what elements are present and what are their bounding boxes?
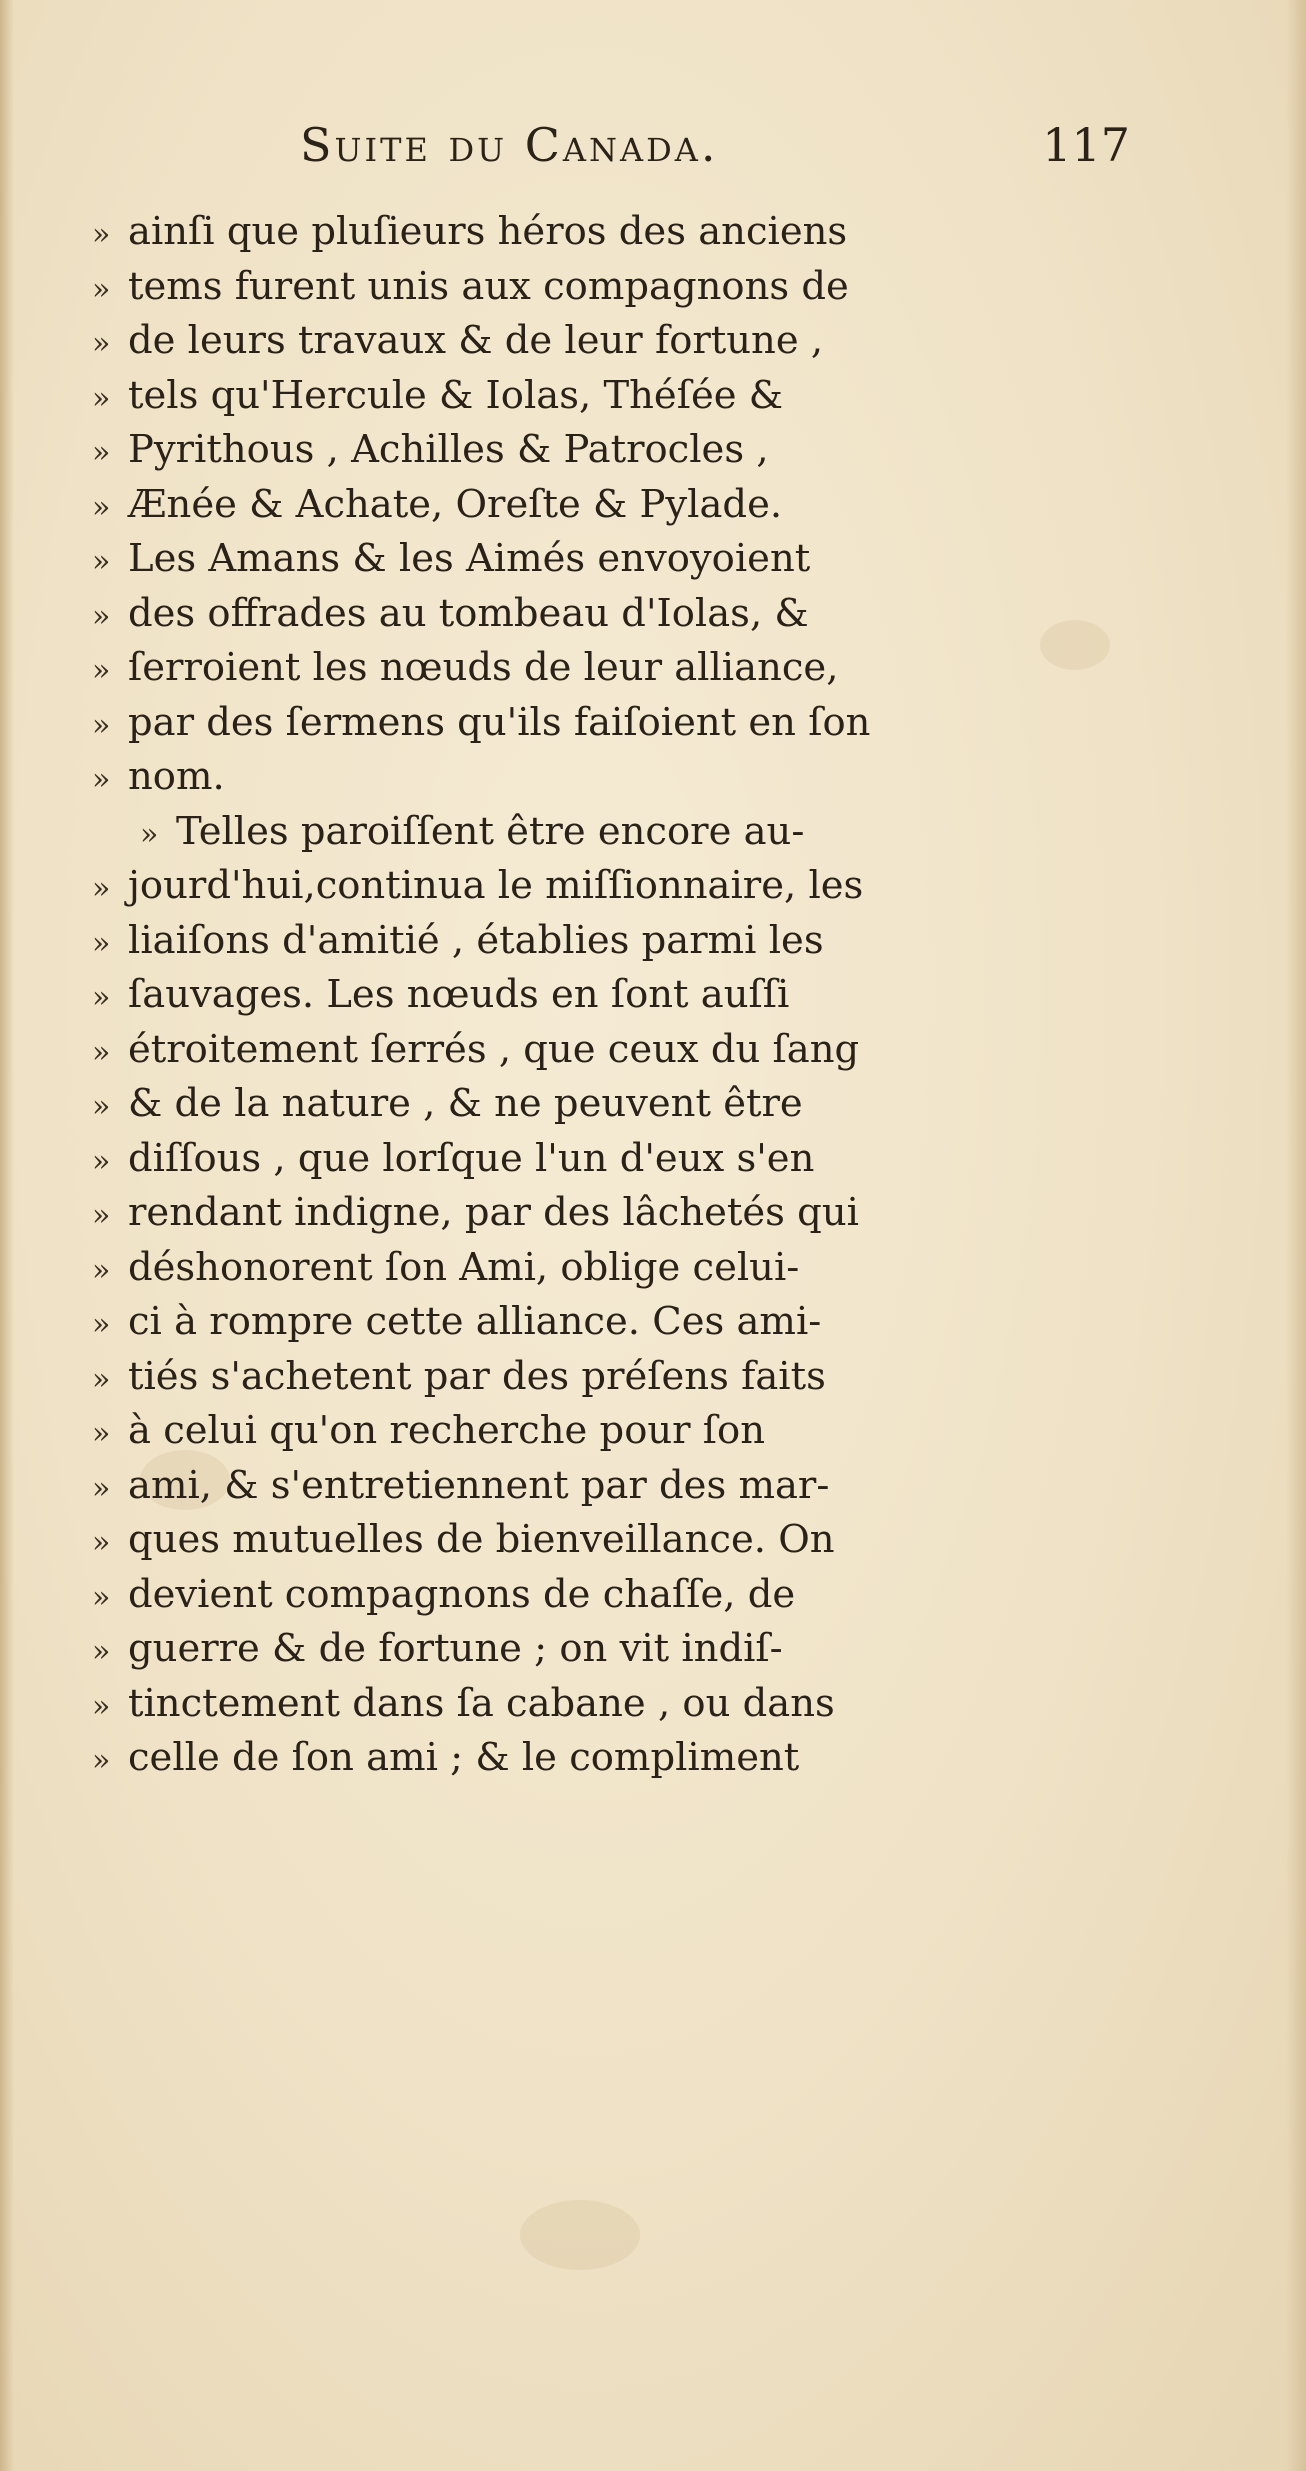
quotation-mark: » <box>92 980 111 1015</box>
text-line <box>92 914 1092 969</box>
line-text: liaiſons d'amitié , établies parmi les <box>128 917 824 963</box>
text-line <box>92 1622 1092 1677</box>
quotation-mark: » <box>92 1688 111 1724</box>
text-line <box>92 1077 1092 1132</box>
body-text <box>92 205 1092 1786</box>
line-text: rendant indigne, par des lâchetés qui <box>128 1190 859 1235</box>
line-text: Pyrithous , Achilles & Patrocles , <box>128 427 769 472</box>
quotation-mark: » <box>92 1307 111 1342</box>
quotation-mark: » <box>92 1361 111 1397</box>
quotation-mark: » <box>92 271 111 307</box>
quotation-mark: » <box>92 653 111 688</box>
text-line <box>92 1677 1092 1732</box>
text-line <box>92 1350 1092 1405</box>
quotation-mark: » <box>92 489 111 525</box>
text-line <box>92 968 1092 1023</box>
line-text: diſſous , que lorſque l'un d'eux s'en <box>128 1135 815 1181</box>
line-text: à celui qu'on recherche pour ſon <box>128 1408 766 1453</box>
paper-stain <box>520 2200 640 2270</box>
text-line <box>92 641 1092 696</box>
line-text: celle de ſon ami ; & le compliment <box>128 1735 800 1780</box>
line-text: tinctement dans ſa cabane , ou dans <box>128 1680 835 1726</box>
line-text: déshonorent ſon Ami, oblige celui- <box>128 1244 800 1290</box>
quotation-mark: » <box>92 598 111 634</box>
line-text: tels qu'Hercule & Iolas, Théſée & <box>128 372 784 418</box>
text-line <box>92 205 1092 260</box>
text-line <box>92 1731 1092 1786</box>
text-line <box>92 1132 1092 1187</box>
text-line <box>92 423 1092 478</box>
page-number: 117 <box>1042 118 1130 172</box>
quotation-mark: » <box>92 1143 111 1179</box>
line-text: Ænée & Achate, Oreſte & Pylade. <box>128 481 783 527</box>
quotation-mark: » <box>92 1525 111 1560</box>
running-title: Suite du Canada. <box>300 118 719 172</box>
line-text: de leurs travaux & de leur fortune , <box>128 318 824 363</box>
text-line <box>92 750 1092 805</box>
text-line <box>92 1513 1092 1568</box>
quotation-mark: » <box>92 435 111 470</box>
quotation-mark: » <box>92 544 111 579</box>
line-text: & de la nature , & ne peuvent être <box>128 1081 803 1126</box>
line-text: tiés s'achetent par des préſens faits <box>128 1353 826 1399</box>
line-text: ami, & s'entretiennent par des mar- <box>128 1462 830 1508</box>
text-line <box>92 260 1092 315</box>
text-line <box>92 1459 1092 1514</box>
quotation-mark: » <box>92 217 111 252</box>
quotation-mark: » <box>92 1252 111 1288</box>
quotation-mark: » <box>92 871 111 906</box>
text-line <box>92 314 1092 369</box>
text-line <box>92 696 1092 751</box>
text-line <box>92 532 1092 587</box>
quotation-mark: » <box>140 816 159 852</box>
line-text: guerre & de fortune ; on vit indiſ- <box>128 1626 783 1671</box>
line-text: jourd'hui,continua le miſſionnaire, les <box>128 863 864 908</box>
line-text: ſerroient les nœuds de leur alliance, <box>128 645 839 690</box>
text-line <box>92 1404 1092 1459</box>
quotation-mark: » <box>92 1034 111 1070</box>
line-text: des offrades au tombeau d'Iolas, & <box>128 590 809 636</box>
text-line <box>92 1568 1092 1623</box>
line-text: ques mutuelles de bienveillance. On <box>128 1517 835 1562</box>
line-text: Les Amans & les Aimés envoyoient <box>128 536 811 581</box>
text-line <box>92 859 1092 914</box>
quotation-mark: » <box>92 326 111 361</box>
quotation-mark: » <box>92 707 111 743</box>
line-text: ſauvages. Les nœuds en ſont auſſi <box>128 972 790 1017</box>
page-gutter-shadow <box>0 0 14 2471</box>
text-line <box>92 1241 1092 1296</box>
text-line <box>92 805 1092 860</box>
line-text: par des ſermens qu'ils faiſoient en ſon <box>128 699 871 745</box>
quotation-mark: » <box>92 1416 111 1451</box>
line-text: étroitement ſerrés , que ceux du ſang <box>128 1026 860 1072</box>
line-text: devient compagnons de chaſſe, de <box>128 1571 796 1617</box>
text-line <box>92 1295 1092 1350</box>
quotation-mark: » <box>92 1634 111 1669</box>
quotation-mark: » <box>92 1470 111 1506</box>
quotation-mark: » <box>92 762 111 797</box>
quotation-mark: » <box>92 1198 111 1233</box>
line-text: nom. <box>128 754 225 799</box>
line-text: tems furent unis aux compagnons de <box>128 263 849 309</box>
text-line <box>92 369 1092 424</box>
line-text: ainſi que pluſieurs héros des anciens <box>128 209 848 254</box>
quotation-mark: » <box>92 1089 111 1124</box>
text-line <box>92 478 1092 533</box>
page-edge-shadow <box>1286 0 1306 2471</box>
quotation-mark: » <box>92 380 111 416</box>
text-line <box>92 1023 1092 1078</box>
text-line <box>92 587 1092 642</box>
quotation-mark: » <box>92 1743 111 1778</box>
quotation-mark: » <box>92 925 111 961</box>
line-text: Telles paroiſſent être encore au- <box>176 808 805 854</box>
page-header <box>270 118 1130 198</box>
text-line <box>92 1186 1092 1241</box>
line-text: ci à rompre cette alliance. Ces ami- <box>128 1299 822 1344</box>
quotation-mark: » <box>92 1579 111 1615</box>
